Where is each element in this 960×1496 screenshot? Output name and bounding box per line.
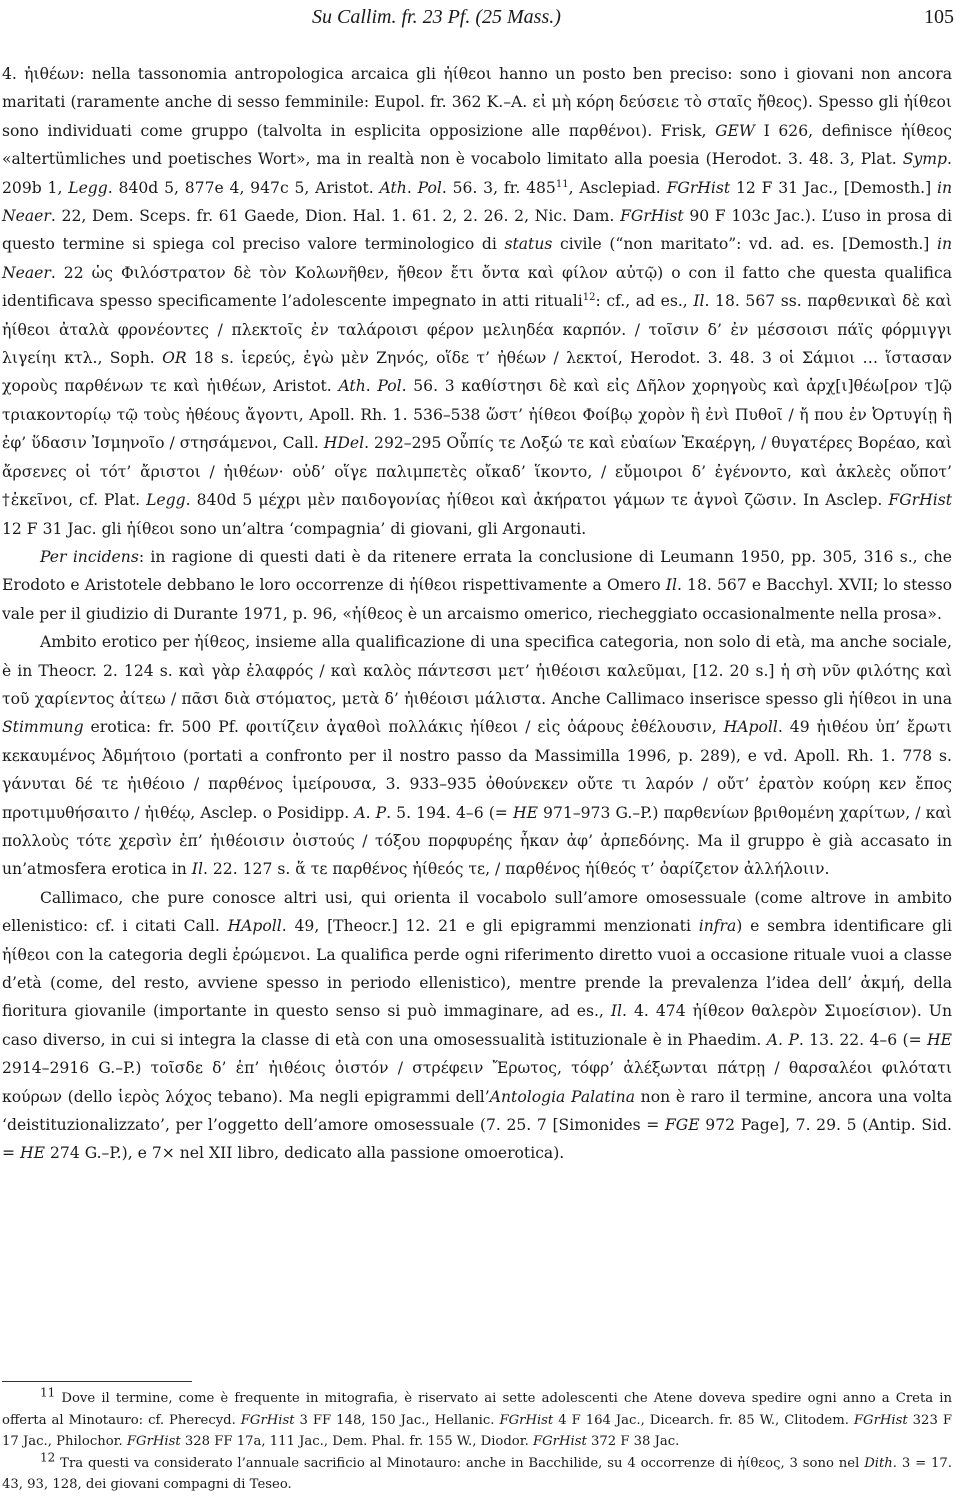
commentary-body xyxy=(2,60,952,1168)
text-run: ) e sembra identificare gli ἠίθεοι con la categoria degli ἐρώμενοι. La qualifica perde ogni riferimento diretto vuoi a occasione rituale vuoi a classe d’età (come, del resto, avviene spesso in periodo ellenistico), mentre prende la prevalenza l’idea dell’ ἀκμή, della fioritura giovanile (importante in questo senso si può immaginare, ad es., xyxy=(2,917,953,1021)
italic-text: HApoll xyxy=(227,917,282,936)
italic-text: in Neaer xyxy=(2,178,952,226)
italic-text: FGrHist xyxy=(888,491,952,510)
italic-text: Il xyxy=(191,860,203,879)
italic-text: in Neaer xyxy=(2,235,953,282)
running-title: Su Callim. fr. 23 Pf. (25 Mass.) xyxy=(312,6,561,28)
text-run: . 840d 5 μέχρι μὲν παιδογονίας ἠίθεοι καὶ ἀκήρατοι γάμων τε ἁγνοὶ ζῶσιν. In Asclep. xyxy=(185,491,889,510)
text-run: . 56. 3, fr. 485 xyxy=(441,178,556,197)
italic-text: Pol xyxy=(417,178,442,197)
footnote-11 xyxy=(2,1385,952,1453)
italic-text: Symp xyxy=(902,150,948,169)
italic-text: Stimmung xyxy=(2,718,84,737)
text-run: . 49 ἠιθέου ὑπ’ ἔρωτι κεκαυμένος Ἀδμήτοιο (portati a confronto per il nostro passo da Massimilla 1996, p. 289), e vd. Apoll. Rh. 1. 778 s. γάνυται δέ τε ἠιθέοιο / παρθένος ἱμείρουσα, 3. 933–935 ὀθούνεκεν οὔτε τι λαρόν / οὔτ’ ἐρατὸν κούρη κεν ἔπος προτιμυθήσαιτο / ἠιθέῳ, Asclep. o Posidipp. xyxy=(2,718,952,822)
text-run: 3 FF 148, 150 Jac., Hellanic. xyxy=(294,1412,500,1428)
text-run: . 22. 127 s. ἅ τε παρθένος ἠίθεός τε, / παρθένος ἠίθεός τ’ ὀαρίζετον ἀλλήλοιιν. xyxy=(202,860,830,879)
italic-text: FGrHist xyxy=(620,207,684,226)
text-run: Dove il termine, come è frequente in mitografia, è riservato ai sette adolescenti che Atene doveva spedire ogni anno a Creta in offerta al Minotauro: cf. Pherecyd. xyxy=(2,1391,952,1428)
italic-text: HDel xyxy=(323,434,365,453)
text-run: Ambito erotico per ἠίθεος, insieme alla qualificazione di una specifica categoria, non solo di età, ma anche sociale, è in Theocr. 2. 124 s. καὶ γὰρ ἐλαφρός / καὶ καλὸς πάντεσσι μετ’ ἠιθέοισι καλεῦμαι, [12. 20 s.] ἡ σὴ νῦν φιλότης καὶ τοῦ χαρίεντος ἀίτεω / πᾶσι διὰ στόματος, μετὰ δ’ ἠιθέοισι μάλιστα. Anche Callimaco inserisce spesso gli ἠίθεοι in una xyxy=(2,633,952,708)
italic-text: Legg xyxy=(146,491,186,510)
italic-text: status xyxy=(504,235,553,254)
text-run: . xyxy=(406,178,418,197)
running-head xyxy=(0,0,960,40)
text-run: 372 F 38 Jac. xyxy=(586,1434,680,1449)
italic-text: HE xyxy=(20,1144,46,1163)
text-run: . 840d 5, 877e 4, 947c 5, Aristot. xyxy=(107,178,380,197)
text-run: . 49, [Theocr.] 12. 21 e gli epigrammi menzionati xyxy=(281,917,699,936)
text-run: Callimaco, che pure conosce altri usi, qui orienta il vocabolo sull’amore omosessuale (come altrove in ambito ellenistico: cf. i citati Call. xyxy=(2,888,952,936)
italic-text: Ath xyxy=(379,178,407,197)
text-run: 972 Page], 7. 29. 5 (Antip. Sid. = xyxy=(2,1116,953,1163)
italic-text: FGrHist xyxy=(126,1434,181,1449)
italic-text: A. P xyxy=(354,803,387,822)
italic-text: Pol xyxy=(377,377,402,396)
page-number: 105 xyxy=(924,6,954,28)
paragraph-per-incidens xyxy=(2,543,952,628)
footnote-12 xyxy=(2,1450,952,1496)
italic-text: GEW xyxy=(715,121,755,140)
italic-text: Antologia Palatina xyxy=(489,1087,635,1106)
italic-text: Il xyxy=(665,576,677,595)
text-run: : cf., ad es., xyxy=(595,292,694,311)
paragraph-callimaco xyxy=(2,884,952,1168)
text-run: 328 FF 17a, 111 Jac., Dem. Phal. fr. 155 W., Diodor. xyxy=(180,1434,533,1449)
text-run: . 292–295 Οὖπίς τε Λοξώ τε καὶ εὐαίων Ἑκαέργη, / θυγατέρες Βορέαο, καὶ ἄρσενες οἱ τότ’ ἄριστοι / ἠιθέων· οὐδ’ οἵγε παλιμπετὲς οἴκαδ’ ἵκοντο, / εὔμοιροι δ’ ἐγένοντο, καὶ ἀκλεὲς οὔποτ’ †ἐκεῖνοι, cf. Plat. xyxy=(2,434,952,510)
text-run: I 626, definisce ἠίθεος «altertümliches und poetisches Wort», ma in realtà non è vocabolo limitato alla poesia (Herodot. 3. 48. 3, Plat. xyxy=(2,121,952,169)
text-run: . 22 ὡς Φιλόστρατον δὲ τὸν Κολωνῆθεν, ἤθεον ἔτι ὄντα καὶ φίλον αὐτῷ) o con il fatto che questa qualifica identificava spesso specificamente l’adolescente impegnato in atti rituali xyxy=(2,263,952,311)
footnote-ref: 12 xyxy=(582,292,596,304)
text-run: . xyxy=(365,377,378,396)
paragraph-note-4 xyxy=(2,60,952,543)
text-run: , Asclepiad. xyxy=(568,178,667,197)
footnote-ref: 11 xyxy=(555,178,569,190)
italic-text: OR xyxy=(162,349,187,368)
italic-text: Ath xyxy=(338,377,366,396)
text-run: 12 F 31 Jac., [Demosth.] xyxy=(730,178,937,197)
italic-text: FGrHist xyxy=(499,1412,554,1428)
italic-text: FGrHist xyxy=(532,1434,587,1449)
text-run: 12 F 31 Jac. gli ἠίθεοι sono un’altra ‘compagnia’ di giovani, gli Argonauti. xyxy=(2,519,587,538)
footnote-number: 12 xyxy=(40,1450,56,1465)
text-run: 4 F 164 Jac., Dicearch. fr. 85 W., Clitodem. xyxy=(553,1412,854,1428)
text-run: 90 F 103c Jac.). L’uso in prosa di questo termine si spiega col preciso valore terminologico di xyxy=(2,207,952,254)
italic-text: Per incidens xyxy=(40,547,139,566)
text-run: : in ragione di questi dati è da ritenere errata la conclusione di Leumann 1950, pp. 305, 316 s., che Erodoto e Aristotele debbano le loro occorrenze di ἠίθεοι rispettivamente a Omero xyxy=(2,547,952,595)
italic-text: FGrHist xyxy=(853,1412,908,1428)
text-run: 18 s. ἱερεύς, ἐγὼ μὲν Ζηνός, οἵδε τ’ ἠθέων / λεκτοί, Herodot. 3. 48. 3 οἱ Σάμιοι … ἵστασαν χοροὺς παρθένων τε καὶ ἠιθέων, Aristot. xyxy=(2,349,953,396)
italic-text: HE xyxy=(512,803,538,822)
text-run: 4. ἠιθέων: nella tassonomia antropologica arcaica gli ἠίθεοι hanno un posto ben preciso: sono i giovani non ancora maritati (raramente anche di sesso femminile: Eupol. fr. 362 K.–A. εἰ μὴ κόρη δεύσειε τὸ σταῖς ἤθεος). Spesso gli ἠίθεοι sono individuati come gruppo (talvolta in esplicita opposizione alle παρθένοι). Frisk, xyxy=(2,65,952,140)
text-run: non è raro il termine, ancora una volta ‘deistituzionalizzato’, per l’oggetto dell’amore omosessuale (7. 25. 7 [Simonides = xyxy=(2,1087,952,1135)
italic-text: FGrHist xyxy=(240,1412,295,1428)
text-run: . 209b 1, xyxy=(2,150,952,197)
text-run: Tra questi va considerato l’annuale sacrificio al Minotauro: anche in Bacchilide, su 4 occorrenze di ἠίθεος, 3 sono nel xyxy=(60,1455,865,1471)
text-run: . 5. 194. 4–6 (= xyxy=(386,803,513,822)
italic-text: infra xyxy=(698,917,737,936)
paragraph-ambito-erotico xyxy=(2,628,952,884)
text-run: . 4. 474 ἠίθεον θαλερὸν Σιμοείσιον). Un caso diverso, in cui si integra la classe di età con una omosessualità istituzionale è in Phaedim. xyxy=(2,1002,952,1049)
text-run: . 13. 22. 4–6 (= xyxy=(798,1030,928,1049)
italic-text: Il xyxy=(610,1002,623,1021)
italic-text: Dith xyxy=(864,1455,893,1471)
italic-text: HApoll xyxy=(723,718,778,737)
text-run: . 18. 567 e Bacchyl. XVII; lo stesso vale per il giudizio di Durante 1971, p. 96, «ἠίθεος è un arcaismo omerico, riecheggiato occasionalmente nella prosa». xyxy=(2,576,952,623)
text-run: 323 F 17 Jac., Philochor. xyxy=(2,1412,952,1449)
footnotes xyxy=(2,1385,952,1496)
text-run: 2914–2916 G.–P.) τοῖσδε δ’ ἐπ’ ἠιθέοις ὀιστόν / στρέφειν Ἔρωτος, τόφρ’ ἀλέξωνται πάτρῃ / θαρσαλέοι φιλότατι κούρων (dello ἱερὸς λόχος tebano). Ma negli epigrammi dell’ xyxy=(2,1059,952,1106)
text-run: . 3 = 17. 43, 93, 128, dei giovani compagni di Teseo. xyxy=(2,1455,952,1492)
footnote-number: 11 xyxy=(40,1385,56,1400)
italic-text: Legg xyxy=(68,178,108,197)
italic-text: FGE xyxy=(664,1116,700,1135)
text-run: civile (“non maritato”: vd. ad. es. [Demosth.] xyxy=(552,235,937,254)
italic-text: HE xyxy=(927,1030,952,1049)
text-run: . 18. 567 ss. παρθενικαὶ δὲ καὶ ἠίθεοι ἀταλὰ φρονέοντες / πλεκτοῖς ἐν ταλάροισι φέρον μελιηδέα καρπόν. / τοῖσιν δ’ ἐν μέσσοισι πάϊς φόρμιγγι λιγείηι κτλ., Soph. xyxy=(2,292,952,368)
italic-text: A. P xyxy=(766,1030,799,1049)
text-run: . 22, Dem. Sceps. fr. 61 Gaede, Dion. Hal. 1. 61. 2, 2. 26. 2, Nic. Dam. xyxy=(50,207,621,226)
text-run: 971–973 G.–P.) παρθενίων βριθομένη χαρίτων, / καὶ πολλοὺς τότε χερσὶν ἐπ’ ἠιθέοισιν ὀιστούς / τόξου πορφυρέης ἧκαν ἀφ’ ἁρπεδόνης. Ma il gruppo è già accasato in un’atmosfera erotica in xyxy=(2,803,952,879)
footnote-rule xyxy=(2,1381,192,1382)
italic-text: Il xyxy=(693,292,705,311)
text-run: . 56. 3 καθίστησι δὲ καὶ εἰς Δῆλον χορηγοὺς καὶ ἀρχ[ι]θέω[ρον τ]ῷ τριακοντορίῳ τῷ τοὺς ἠθέους ἄγοντι, Apoll. Rh. 1. 536–538 ὥστ’ ἠίθεοι Φοίβῳ χορὸν ἢ ἐνὶ Πυθοῖ / ἤ που ἐν Ὀρτυγίῃ ἢ ἐφ’ ὕδασιν Ἰσμηνοῖο / στησάμενοι, Call. xyxy=(2,377,952,453)
italic-text: FGrHist xyxy=(666,178,731,197)
text-run: 274 G.–P.), e 7× nel XII libro, dedicato alla passione omoerotica). xyxy=(45,1144,565,1163)
text-run: erotica: fr. 500 Pf. φοιτίζειν ἀγαθοὶ πολλάκις ἠίθεοι / εἰς ὀάρους ἐθέλουσιν, xyxy=(83,718,724,737)
